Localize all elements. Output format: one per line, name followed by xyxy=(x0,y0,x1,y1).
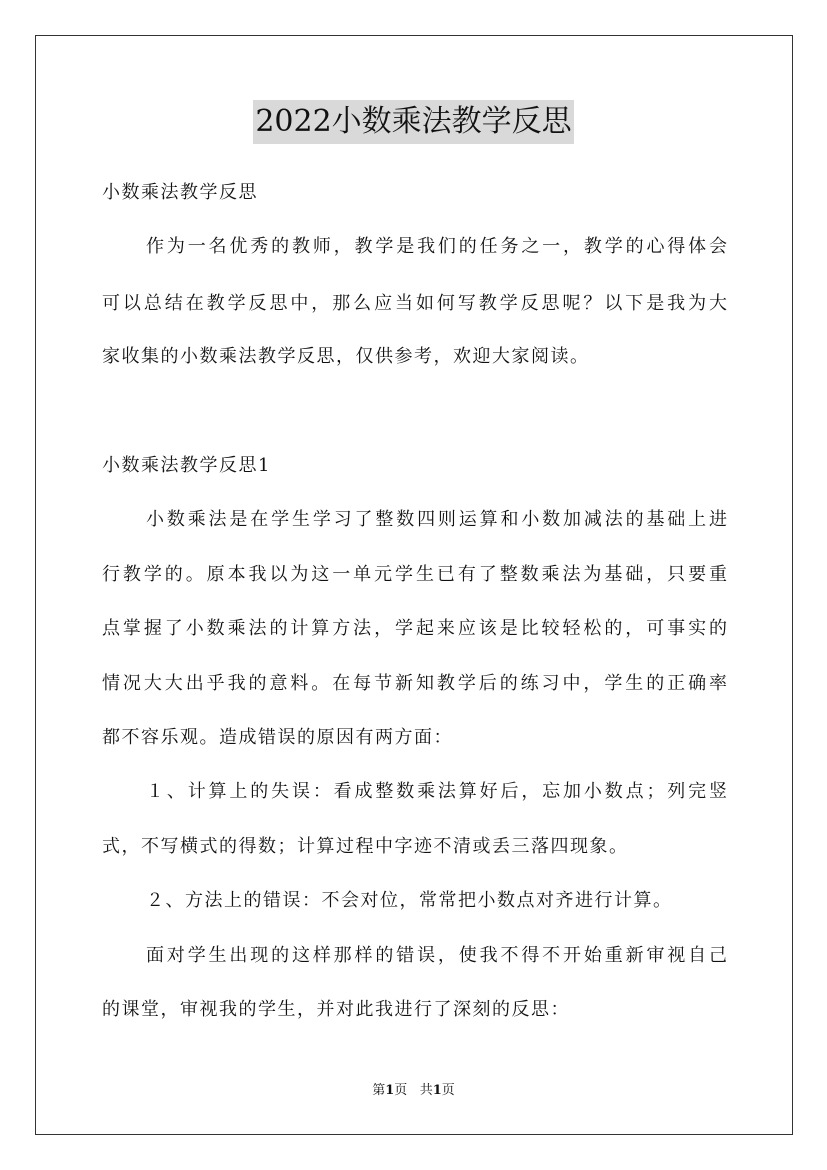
document-title xyxy=(0,100,827,144)
paragraph-line: 面对学生出现的这样那样的错误，使我不得不开始重新审视自己 xyxy=(146,945,727,966)
intro-heading: 小数乘法教学反思 xyxy=(102,182,258,203)
document-title-text: 2022小数乘法教学反思 xyxy=(253,100,573,144)
paragraph-line: 可以总结在教学反思中，那么应当如何写教学反思呢？以下是我为大 xyxy=(102,293,727,314)
page-number: 1 xyxy=(385,1083,395,1098)
paragraph-line: 的课堂，审视我的学生，并对此我进行了深刻的反思： xyxy=(102,999,570,1020)
paragraph-line: 情况大大出乎我的意料。在每节新知教学后的练习中，学生的正确率 xyxy=(102,673,727,694)
paragraph-line: 点掌握了小数乘法的计算方法，学起来应该是比较轻松的，可事实的 xyxy=(102,618,727,639)
paragraph-line: 小数乘法是在学生学习了整数四则运算和小数加减法的基础上进 xyxy=(146,509,727,530)
paragraph-line: 家收集的小数乘法教学反思，仅供参考，欢迎大家阅读。 xyxy=(102,346,590,367)
page-footer: 第1页 共1页 xyxy=(372,1083,455,1098)
page-total: 1 xyxy=(432,1083,442,1098)
list-item-line: 式，不写横式的得数；计算过程中字迹不清或丢三落四现象。 xyxy=(102,836,629,857)
paragraph-line: 行教学的。原本我以为这一单元学生已有了整数乘法为基础，只要重 xyxy=(102,564,727,585)
list-item-line: ２、方法上的错误：不会对位，常常把小数点对齐进行计算。 xyxy=(146,890,673,911)
list-item-line: １、计算上的失误：看成整数乘法算好后，忘加小数点；列完竖 xyxy=(146,781,727,802)
paragraph-line: 作为一名优秀的教师，教学是我们的任务之一，教学的心得体会 xyxy=(146,236,727,257)
section-heading: 小数乘法教学反思1 xyxy=(102,455,271,476)
paragraph-line: 都不容乐观。造成错误的原因有两方面： xyxy=(102,727,453,748)
